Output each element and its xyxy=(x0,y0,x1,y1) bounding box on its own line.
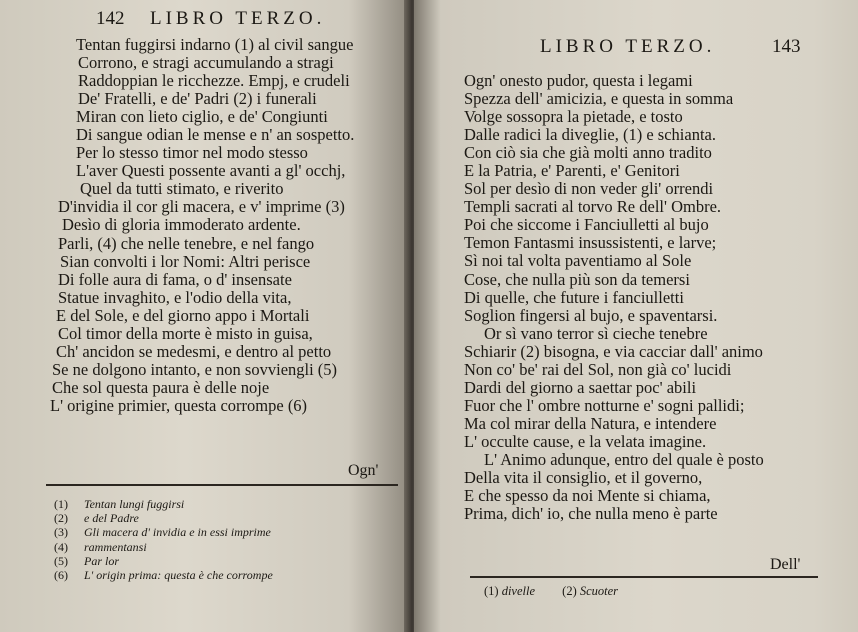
right-page-number: 143 xyxy=(772,36,801,57)
footnote xyxy=(54,568,273,582)
text-line: L' occulte cause, e la velata imagine. xyxy=(464,431,707,451)
text-line: Soglion fingersi al bujo, e spaventarsi. xyxy=(464,305,718,325)
text-line: Ogn' onesto pudor, questa i legami xyxy=(464,71,693,90)
text-line: Ma col mirar della Natura, e intendere xyxy=(464,413,717,433)
footnote xyxy=(54,497,273,511)
footnote-text: Scuoter xyxy=(579,584,619,598)
text-line: Sian convolti i lor Nomi: Altri perisce xyxy=(60,251,311,271)
footnote-number: (4) xyxy=(54,539,68,554)
left-page-number: 142 xyxy=(96,8,125,29)
text-line: Sol per desìo di non veder gli' orrendi xyxy=(464,179,714,199)
left-body-text xyxy=(50,35,355,415)
footnote xyxy=(54,525,273,539)
right-body-text xyxy=(464,72,764,523)
footnote-number: (2) xyxy=(562,584,577,598)
footnote-number: (1) xyxy=(54,497,68,511)
text-line: Con ciò sia che già molti anno tradito xyxy=(464,143,712,163)
right-page xyxy=(414,0,858,632)
footnote-text: Tentan lungi fuggirsi xyxy=(84,497,185,511)
footnote-text: Par lor xyxy=(84,553,120,568)
text-line: Tentan fuggirsi indarno (1) al civil sangue xyxy=(76,35,354,54)
text-line: Di quelle, che future i fanciulletti xyxy=(464,287,684,307)
text-line: Temon Fantasmi insussistenti, e larve; xyxy=(464,233,717,253)
footnote-text: rammentansi xyxy=(84,539,147,554)
text-line: E del Sole, e del giorno appo i Mortali xyxy=(56,305,310,325)
text-line: Miran con lieto ciglio, e de' Congiunti xyxy=(76,107,328,127)
text-line: Non co' be' rai del Sol, non già co' lucidi xyxy=(464,359,732,379)
footnote xyxy=(562,584,618,598)
text-line: Cose, che nulla più son da temersi xyxy=(464,269,690,289)
footnote-text: divelle xyxy=(501,584,536,598)
footnote-number: (3) xyxy=(54,525,68,540)
text-line: Parli, (4) che nelle tenebre, e nel fango xyxy=(58,233,315,253)
text-line: Per lo stesso timor nel modo stesso xyxy=(76,143,308,163)
text-line: L' Animo adunque, entro del quale è posto xyxy=(484,449,764,469)
text-line: De' Fratelli, e de' Padri (2) i funerali xyxy=(78,89,317,109)
text-line: L' origine primier, questa corrompe (6) xyxy=(50,395,308,415)
text-line: E la Patria, e' Parenti, e' Genitori xyxy=(464,161,680,181)
text-line: Desìo di gloria immoderato ardente. xyxy=(62,215,301,235)
text-line: Della vita il consiglio, et il governo, xyxy=(464,468,703,488)
text-line: Raddoppian le ricchezze. Empj, e crudeli xyxy=(78,71,350,91)
text-line: Volge sossopra la pietade, e tosto xyxy=(464,107,683,127)
right-running-head: LIBRO TERZO. xyxy=(540,36,716,57)
right-catchword: Dell' xyxy=(770,556,801,573)
footnote-rule xyxy=(46,484,398,486)
footnote-text: L' origin prima: questa è che corrompe xyxy=(84,567,273,582)
text-line: Schiarir (2) bisogna, e via cacciar dall' animo xyxy=(464,341,763,361)
text-line: D'invidia il cor gli macera, e v' imprime (3) xyxy=(58,197,345,217)
footnote-number: (5) xyxy=(54,553,68,568)
text-line: Sì noi tal volta paventiamo al Sole xyxy=(464,251,692,271)
text-line: Di folle aura di fama, o d' insensate xyxy=(58,269,292,289)
text-line: Ch' ancidon se medesmi, e dentro al petto xyxy=(56,341,332,361)
footnote-number: (6) xyxy=(54,567,68,582)
text-line: Statue invaghito, e l'odio della vita, xyxy=(58,287,292,307)
footnote-number: (2) xyxy=(54,511,68,526)
text-line: Col timor della morte è misto in guisa, xyxy=(58,323,313,343)
footnote-text: e del Padre xyxy=(84,511,139,526)
text-line: Poi che siccome i Fanciulletti al bujo xyxy=(464,215,709,235)
left-page xyxy=(0,0,410,632)
text-line: Corrono, e stragi accumulando a stragi xyxy=(78,53,334,73)
left-running-head: LIBRO TERZO. xyxy=(150,8,326,29)
text-line: Prima, dich' io, che nulla meno è parte xyxy=(464,504,718,524)
footnote-number: (1) xyxy=(484,584,499,598)
text-line: Se ne dolgono intanto, e non sovviengli (5) xyxy=(52,359,338,379)
text-line: Quel da tutti stimato, e riverito xyxy=(80,179,284,199)
text-line: Dalle radici la diveglie, (1) e schianta. xyxy=(464,125,716,145)
text-line: Templi sacrati al torvo Re dell' Ombre. xyxy=(464,197,722,217)
text-line: Che sol questa paura è delle noje xyxy=(52,377,270,397)
text-line: Spezza dell' amicizia, e questa in somma xyxy=(464,89,734,109)
text-line: Fuor che l' ombre notturne e' sogni pallidi; xyxy=(464,395,745,415)
text-line: L'aver Questi possente avanti a gl' occhj, xyxy=(76,161,346,181)
footnote-text: Gli macera d' invidia e in essi imprime xyxy=(84,525,271,540)
text-line: Or sì vano terror sì cieche tenebre xyxy=(484,323,708,343)
left-catchword: Ogn' xyxy=(348,462,379,479)
footnote xyxy=(54,511,273,525)
text-line: Di sangue odian le mense e n' an sospetto. xyxy=(76,125,355,145)
footnote xyxy=(54,540,273,554)
text-line: Dardi del giorno a saettar poc' abili xyxy=(464,377,697,397)
text-line: E che spesso da noi Mente si chiama, xyxy=(464,486,711,506)
footnote-rule xyxy=(470,576,818,578)
right-footnotes xyxy=(484,584,642,599)
footnote xyxy=(484,584,535,598)
footnote xyxy=(54,554,273,568)
left-footnotes xyxy=(54,497,273,582)
